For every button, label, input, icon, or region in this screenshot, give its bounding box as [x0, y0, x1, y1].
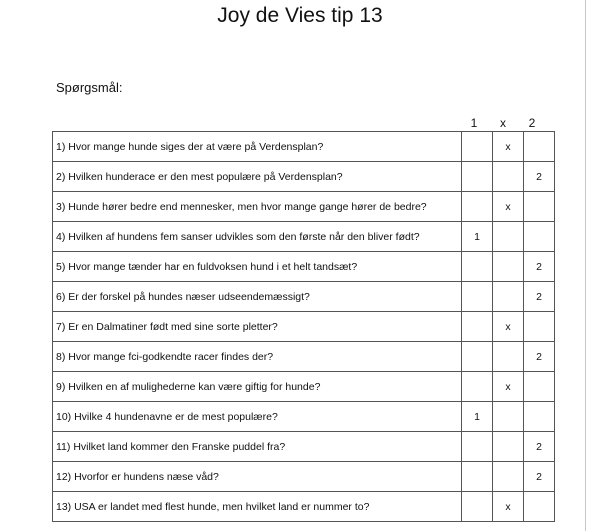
- question-text: 5) Hvor mange tænder har en fuldvoksen hund i et helt tandsæt?: [53, 252, 462, 282]
- question-row: [53, 342, 555, 372]
- answer-cell-2: [524, 132, 555, 162]
- answer-cell-x: x: [493, 132, 524, 162]
- answer-cell-x: x: [493, 192, 524, 222]
- question-row: [53, 492, 555, 522]
- question-text: 1) Hvor mange hunde siges der at være på Verdensplan?: [53, 132, 462, 162]
- answer-cell-1: [462, 462, 493, 492]
- answer-cell-1: [462, 342, 493, 372]
- answer-cell-1: [462, 312, 493, 342]
- answer-cell-2: 2: [524, 342, 555, 372]
- answer-cell-1: [462, 282, 493, 312]
- question-text: 13) USA er landet med flest hunde, men hvilket land er nummer to?: [53, 492, 462, 522]
- questions-table-body: [53, 132, 555, 522]
- answer-cell-2: 2: [524, 432, 555, 462]
- answer-cell-2: [524, 372, 555, 402]
- answer-cell-1: [462, 492, 493, 522]
- question-row: [53, 192, 555, 222]
- question-text: 2) Hvilken hunderace er den mest populære på Verdensplan?: [53, 162, 462, 192]
- answer-cell-2: [524, 222, 555, 252]
- column-header-x: x: [500, 116, 506, 130]
- answer-cell-2: 2: [524, 162, 555, 192]
- answer-cell-1: [462, 192, 493, 222]
- answer-cell-2: [524, 402, 555, 432]
- answer-cell-x: [493, 402, 524, 432]
- answer-cell-1: [462, 132, 493, 162]
- answer-cell-x: [493, 282, 524, 312]
- question-row: [53, 162, 555, 192]
- question-text: 3) Hunde hører bedre end mennesker, men hvor mange gange hører de bedre?: [53, 192, 462, 222]
- answer-cell-2: [524, 312, 555, 342]
- answer-cell-x: [493, 462, 524, 492]
- question-row: [53, 252, 555, 282]
- answer-cell-2: 2: [524, 462, 555, 492]
- question-row: [53, 132, 555, 162]
- answer-cell-x: [493, 432, 524, 462]
- question-row: [53, 432, 555, 462]
- question-row: [53, 222, 555, 252]
- column-header-1: 1: [470, 116, 478, 130]
- question-text: 10) Hvilke 4 hundenavne er de mest populære?: [53, 402, 462, 432]
- question-row: [53, 372, 555, 402]
- answer-cell-x: [493, 252, 524, 282]
- answer-cell-x: x: [493, 312, 524, 342]
- question-row: [53, 282, 555, 312]
- answer-cell-1: 1: [462, 402, 493, 432]
- question-text: 6) Er der forskel på hundes næser udseendemæssigt?: [53, 282, 462, 312]
- answer-cell-x: [493, 342, 524, 372]
- question-text: 8) Hvor mange fci-godkendte racer findes der?: [53, 342, 462, 372]
- answer-cell-2: [524, 492, 555, 522]
- section-label: Spørgsmål:: [56, 80, 123, 95]
- question-row: [53, 462, 555, 492]
- answer-cell-x: x: [493, 372, 524, 402]
- answer-cell-2: 2: [524, 282, 555, 312]
- answer-cell-1: 1: [462, 222, 493, 252]
- answer-cell-x: [493, 162, 524, 192]
- document-title: Joy de Vies tip 13: [217, 4, 383, 27]
- question-text: 11) Hvilket land kommer den Franske puddel fra?: [53, 432, 462, 462]
- question-text: 7) Er en Dalmatiner født med sine sorte pletter?: [53, 312, 462, 342]
- answer-cell-1: [462, 432, 493, 462]
- answer-cell-2: [524, 192, 555, 222]
- question-text: 12) Hvorfor er hundens næse våd?: [53, 462, 462, 492]
- answer-cell-x: x: [493, 492, 524, 522]
- page-edge-divider: [585, 0, 586, 531]
- questions-table: [52, 131, 555, 522]
- answer-cell-1: [462, 162, 493, 192]
- question-text: 9) Hvilken en af mulighederne kan være giftig for hunde?: [53, 372, 462, 402]
- answer-cell-x: [493, 222, 524, 252]
- answer-cell-1: [462, 252, 493, 282]
- question-row: [53, 402, 555, 432]
- answer-cell-2: 2: [524, 252, 555, 282]
- answer-cell-1: [462, 372, 493, 402]
- question-row: [53, 312, 555, 342]
- column-header-2: 2: [528, 116, 536, 130]
- question-text: 4) Hvilken af hundens fem sanser udvikles som den første når den bliver født?: [53, 222, 462, 252]
